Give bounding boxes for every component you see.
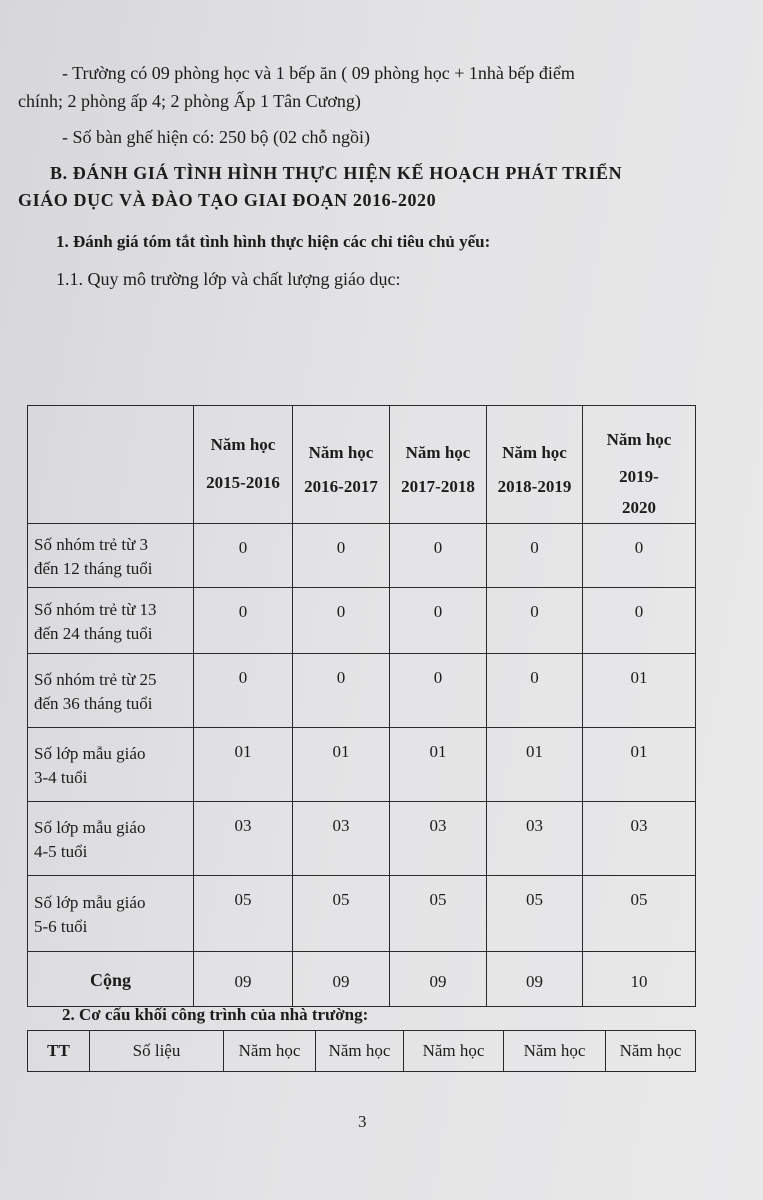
header-year: Năm học [316,1031,404,1072]
table-cell: 0 [194,588,293,654]
table-row [28,728,696,802]
row-label-line: Số nhóm trẻ từ 25 [34,669,157,689]
row-label-line: đến 36 tháng tuổi [34,693,153,713]
table-cell: 0 [194,654,293,728]
header-year: 2019- [619,467,659,486]
table-cell: 01 [194,728,293,802]
table-header-year [194,406,293,524]
table-cell: 05 [390,876,487,952]
table-cell: 05 [487,876,583,952]
table-cell: 0 [293,524,390,588]
table-cell: 0 [583,588,696,654]
heading-1: 1. Đánh giá tóm tắt tình hình thực hiện các chỉ tiêu chủ yếu: [56,232,491,251]
table-cell: 0 [390,654,487,728]
table-cell: 0 [390,588,487,654]
table-cell: 0 [194,524,293,588]
header-label: Năm học [405,443,471,462]
header-year: 2018-2019 [497,477,572,496]
row-label [28,524,194,588]
heading-2: 2. Cơ cấu khối công trình của nhà trường: [62,1005,369,1024]
row-label [28,876,194,952]
table-cell: 03 [194,802,293,876]
header-year: 2015-2016 [206,473,280,492]
section-b-title-line-1: B. ĐÁNH GIÁ TÌNH HÌNH THỰC HIỆN KẾ HOẠCH PHÁT TRIỂN [50,163,623,183]
table-row [28,802,696,876]
intro-line-2: - Số bàn ghế hiện có: 250 bộ (02 chỗ ngồi) [62,127,370,147]
row-label-line: đến 24 tháng tuổi [34,623,153,643]
table-cell: 0 [293,588,390,654]
header-label: Năm học [210,435,276,454]
table-header-year [390,406,487,524]
table-header-year [293,406,390,524]
header-year: 2017-2018 [401,477,475,496]
table-cell: 09 [293,952,390,1007]
row-label-line: Số lớp mẫu giáo [34,892,146,912]
table-cell: 03 [487,802,583,876]
header-year: 2016-2017 [304,477,378,496]
table-row [28,876,696,952]
row-label-line: Số lớp mẫu giáo [34,743,146,763]
row-label [28,654,194,728]
header-year: Năm học [504,1031,606,1072]
table-header-year [487,406,583,524]
total-label: Cộng [28,952,194,1007]
table-cell: 03 [293,802,390,876]
table-row [28,524,696,588]
table-row [28,588,696,654]
row-label-line: 4-5 tuổi [34,841,88,861]
table-cell: 01 [390,728,487,802]
table-cell: 0 [390,524,487,588]
table-cell: 01 [583,728,696,802]
table-cell: 0 [293,654,390,728]
table-cell: 01 [583,654,696,728]
header-tt: TT [28,1031,90,1072]
section-b-title-line-2: GIÁO DỤC VÀ ĐÀO TẠO GIAI ĐOẠN 2016-2020 [18,190,437,210]
table-cell: 05 [293,876,390,952]
table-header-row [28,1031,696,1072]
table-header-empty [28,406,194,524]
row-label [28,728,194,802]
table-cell: 09 [487,952,583,1007]
header-label: Năm học [308,443,374,462]
table-cell: 05 [194,876,293,952]
table-cell: 03 [390,802,487,876]
heading-1-1: 1.1. Quy mô trường lớp và chất lượng giáo dục: [56,269,401,289]
page-number: 3 [358,1112,367,1131]
header-label: Năm học [606,430,672,449]
row-label [28,802,194,876]
header-year: Năm học [606,1031,696,1072]
table-header-year [583,406,696,524]
table-cell: 09 [194,952,293,1007]
row-label-line: 3-4 tuổi [34,767,88,787]
table-cell: 0 [487,524,583,588]
row-label-line: 5-6 tuổi [34,916,88,936]
table-header-row [28,406,696,524]
school-scale-table [27,405,696,1007]
row-label-line: Số nhóm trẻ từ 13 [34,599,157,619]
row-label [28,588,194,654]
header-so-lieu: Số liệu [90,1031,224,1072]
table-cell: 0 [487,588,583,654]
header-year: Năm học [404,1031,504,1072]
table-cell: 10 [583,952,696,1007]
table-cell: 05 [583,876,696,952]
table-cell: 03 [583,802,696,876]
table-cell: 01 [293,728,390,802]
intro-line-1b: chính; 2 phòng ấp 4; 2 phòng Ấp 1 Tân Cương) [18,91,361,111]
row-label-line: Số lớp mẫu giáo [34,817,146,837]
intro-line-1a: - Trường có 09 phòng học và 1 bếp ăn ( 09 phòng học + 1nhà bếp điểm [62,63,575,83]
header-year-cont: 2020 [622,498,656,517]
row-label-line: đến 12 tháng tuổi [34,558,153,578]
table-cell: 0 [487,654,583,728]
table-cell: 01 [487,728,583,802]
header-label: Năm học [502,443,567,462]
row-label-line: Số nhóm trẻ từ 3 [34,534,149,554]
table-row [28,654,696,728]
building-structure-table [27,1030,696,1072]
table-cell: 0 [583,524,696,588]
header-year: Năm học [224,1031,316,1072]
table-cell: 09 [390,952,487,1007]
table-total-row [28,952,696,1007]
